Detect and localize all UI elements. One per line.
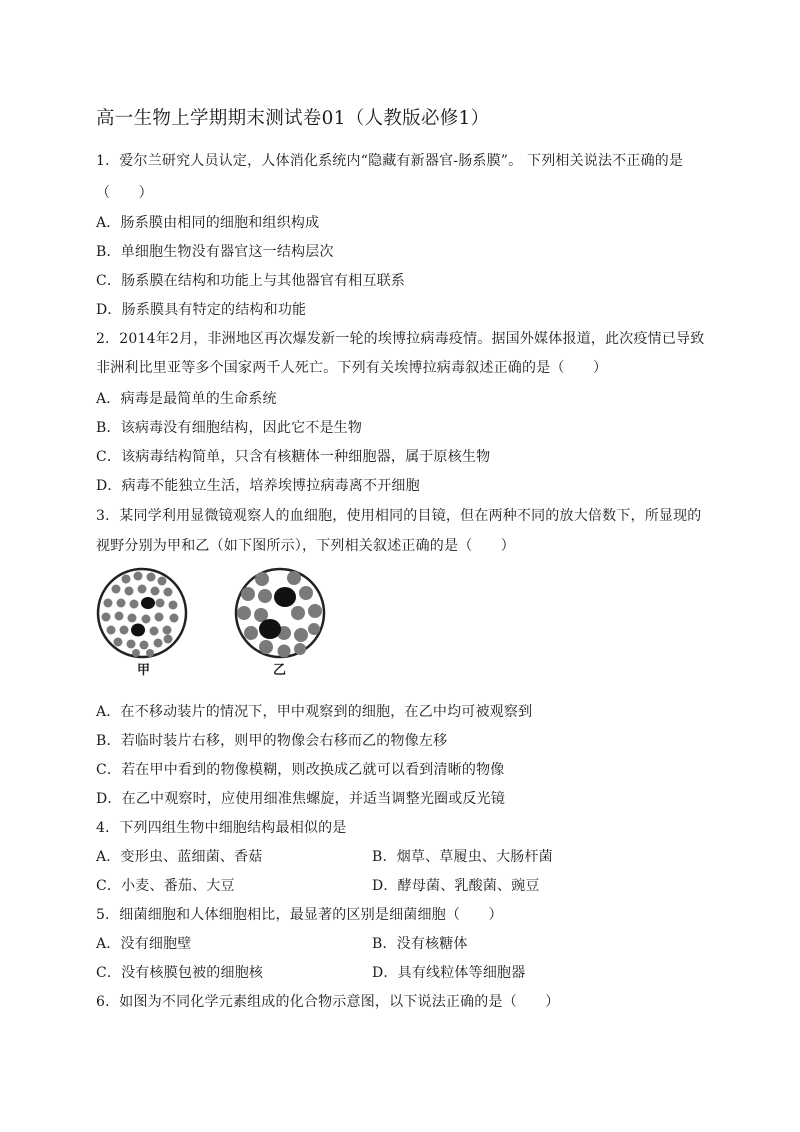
question-3-option-d: D．在乙中观察时，应使用细准焦螺旋，并适当调整光圈或反光镜	[96, 791, 506, 807]
field-yi	[236, 569, 324, 658]
question-4-option-c: C．小麦、番茄、大豆	[96, 878, 235, 894]
question-5-option-d: D．具有线粒体等细胞器	[372, 965, 526, 981]
question-1-option-a: A．肠系膜由相同的细胞和组织构成	[96, 215, 320, 231]
question-3-stem: 3．某同学利用显微镜观察人的血细胞，使用相同的目镜，但在两种不同的放大倍数下，所显现的	[96, 508, 702, 524]
page-title: 高一生物上学期期末测试卷01（人教版必修1）	[96, 108, 490, 129]
question-5-option-b: B．没有核糖体	[372, 936, 468, 952]
question-3-option-b: B．若临时装片右移，则甲的物像会右移而乙的物像左移	[96, 733, 448, 749]
question-1-stem-cont: （ ）	[96, 185, 153, 201]
question-3-stem-cont: 视野分别为甲和乙（如下图所示），下列相关叙述正确的是（ ）	[96, 538, 515, 554]
question-1-option-c: C．肠系膜在结构和功能上与其他器官有相互联系	[96, 273, 406, 289]
question-2-stem-cont: 非洲利比里亚等多个国家两千人死亡。下列有关埃博拉病毒叙述正确的是（ ）	[96, 360, 608, 376]
question-3-option-c: C．若在甲中看到的物像模糊，则改换成乙就可以看到清晰的物像	[96, 762, 505, 778]
question-6-stem: 6．如图为不同化学元素组成的化合物示意图，以下说法正确的是（ ）	[96, 994, 560, 1010]
figure-label-yi: 乙	[273, 663, 287, 678]
question-1-option-d: D．肠系膜具有特定的结构和功能	[96, 302, 307, 318]
question-3-option-a: A．在不移动装片的情况下，甲中观察到的细胞，在乙中均可被观察到	[96, 704, 533, 720]
microscope-fields-drawing	[96, 567, 326, 659]
question-4-option-d: D．酵母菌、乳酸菌、豌豆	[372, 878, 540, 894]
question-4-option-b: B．烟草、草履虫、大肠杆菌	[372, 849, 553, 865]
question-5-option-a: A．没有细胞壁	[96, 936, 192, 952]
question-4-option-a: A．变形虫、蓝细菌、香菇	[96, 849, 263, 865]
question-4-stem: 4．下列四组生物中细胞结构最相似的是	[96, 820, 347, 836]
question-2-option-d: D．病毒不能独立生活，培养埃博拉病毒离不开细胞	[96, 478, 420, 494]
question-2-option-c: C．该病毒结构简单，只含有核糖体一种细胞器，属于原核生物	[96, 449, 491, 465]
question-2-option-a: A．病毒是最简单的生命系统	[96, 391, 277, 407]
question-2-stem: 2．2014年2月，非洲地区再次爆发新一轮的埃博拉病毒疫情。据国外媒体报道，此次疫情已导致	[96, 331, 705, 347]
question-5-option-c: C．没有核膜包被的细胞核	[96, 965, 264, 981]
figure-label-jia: 甲	[137, 663, 151, 678]
microscope-fields-figure	[96, 567, 326, 682]
question-2-option-b: B．该病毒没有细胞结构，因此它不是生物	[96, 420, 363, 436]
field-jia	[98, 569, 186, 657]
question-1-stem: 1．爱尔兰研究人员认定，人体消化系统内“隐藏有新器官-肠系膜”。 下列相关说法不正确的是	[96, 153, 684, 169]
question-1-option-b: B．单细胞生物没有器官这一结构层次	[96, 244, 334, 260]
question-5-stem: 5．细菌细胞和人体细胞相比，最显著的区别是细菌细胞（ ）	[96, 907, 503, 923]
